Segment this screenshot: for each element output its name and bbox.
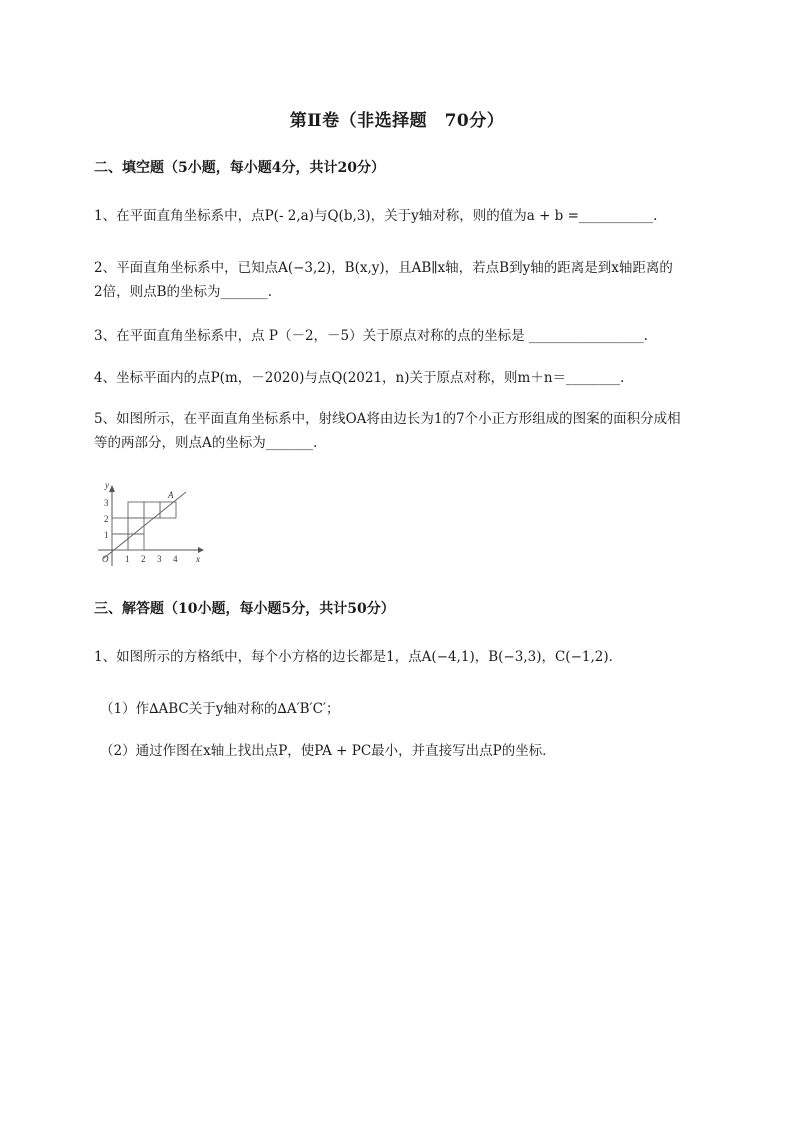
question-5 [94,407,746,455]
problem-1-part-2: （2）通过作图在x轴上找出点P，使PA + PC最小，并直接写出点P的坐标． [100,743,556,759]
question-3: 3、在平面直角坐标系中，点 P（－2，－5）关于原点对称的点的坐标是 _________________. [94,328,648,344]
origin-label: O [102,554,109,564]
unit-square [128,518,144,534]
x-tick-label: 3 [157,554,162,564]
y-axis-arrow-icon [109,485,115,492]
y-tick-label: 2 [104,514,109,524]
problem-1: 1、如图所示的方格纸中，每个小方格的边长都是1，点A(−4,1)，B(−3,3)，C(−1,2)． [94,649,623,665]
x-tick-label: 1 [125,554,130,564]
unit-square [112,534,128,550]
x-axis-arrow-icon [198,547,204,553]
section-answer-heading: 三、解答题（10小题，每小题5分，共计50分） [94,601,395,617]
question-2-line-2: 2倍，则点B的坐标为_______. [94,284,273,300]
unit-square [160,502,176,518]
unit-square [112,518,128,534]
x-tick-label: 2 [141,554,146,564]
question-5-line-2: 等的两部分，则点A的坐标为_______. [94,435,318,451]
y-axis-label: y [105,480,109,490]
x-axis-label: x [196,554,200,564]
section-fill-in-heading: 二、填空题（5小题，每小题4分，共计20分） [94,160,385,176]
question-2 [94,256,746,304]
problem-1-part-1: （1）作∆ABC关于y轴对称的∆A′B′C′； [100,701,340,717]
unit-square [144,502,160,518]
x-tick-label: 4 [173,554,178,564]
y-tick-label: 3 [104,498,109,508]
question-4: 4、坐标平面内的点P(m，－2020)与点Q(2021，n)关于原点对称，则m＋n＝________. [94,370,625,386]
question-2-line-1: 2、平面直角坐标系中，已知点A(−3,2)，B(x,y)，且AB∥x轴，若点B到y轴的距离是到x轴距离的 [94,260,673,276]
page-title: 第Ⅱ卷（非选择题 70分） [289,111,505,131]
question-1: 1、在平面直角坐标系中，点P(- 2,a)与Q(b,3)，关于y轴对称，则的值为a + b =___________. [94,208,658,224]
point-a-label: A [168,490,174,500]
unit-square [128,502,144,518]
squares-figure [94,480,204,570]
question-5-line-1: 5、如图所示，在平面直角坐标系中，射线OA将由边长为1的7个小正方形组成的图案的面积分成相 [94,411,681,427]
y-tick-label: 1 [104,530,109,540]
